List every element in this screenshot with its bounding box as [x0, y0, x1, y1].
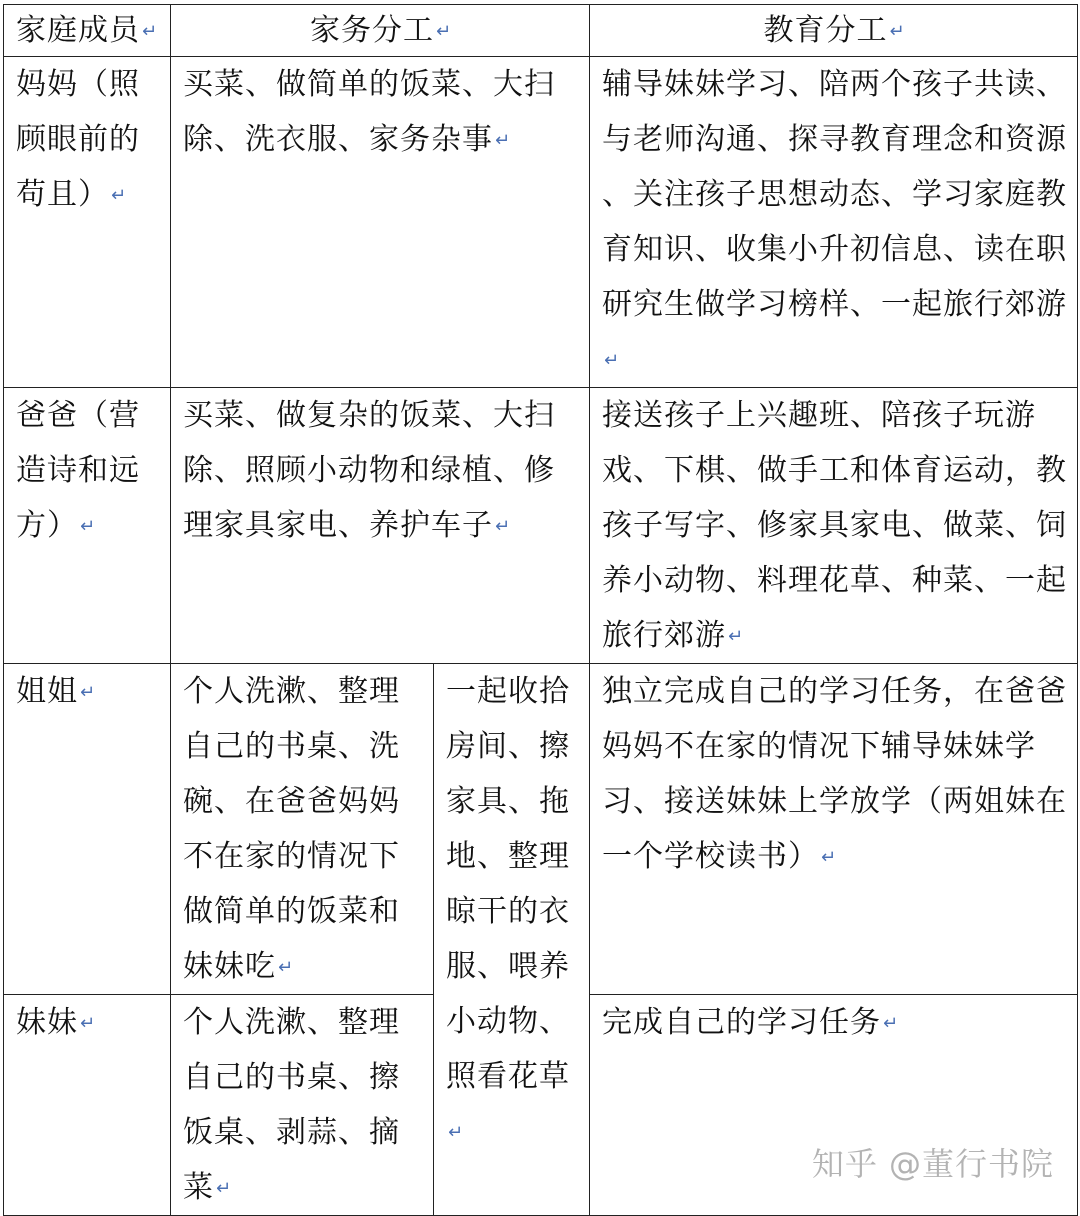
member-elder-sister: 姐姐 [16, 674, 78, 709]
header-housework-cell [171, 5, 590, 57]
table-row-elder-sister [4, 664, 1078, 995]
paragraph-mark-icon: ↵ [495, 516, 512, 537]
education-cell-mom [590, 57, 1078, 388]
housework-own-elder-sister: 个人洗漱、整理自己的书桌、洗碗、在爸爸妈妈不在家的情况下做简单的饭菜和妹妹吃 [183, 674, 400, 984]
shared-housework: 一起收拾房间、擦家具、拖地、整理晾干的衣服、喂养小动物、照看花草 [446, 674, 570, 1094]
header-housework: 家务分工 [309, 13, 434, 48]
member-cell-mom [4, 57, 171, 388]
housework-mom: 买菜、做简单的饭菜、大扫除、洗衣服、家务杂事 [183, 67, 555, 157]
paragraph-mark-icon: ↵ [80, 1013, 97, 1034]
header-education: 教育分工 [763, 13, 888, 48]
member-younger-sister: 妹妹 [16, 1005, 78, 1040]
education-cell-elder-sister [590, 664, 1078, 995]
member-dad: 爸爸（营造诗和远方） [16, 398, 140, 543]
paragraph-mark-icon: ↵ [883, 1013, 900, 1034]
housework-dad: 买菜、做复杂的饭菜、大扫除、照顾小动物和绿植、修理家具家电、养护车子 [183, 398, 555, 543]
paragraph-mark-icon: ↵ [278, 957, 295, 978]
header-row [4, 5, 1078, 57]
education-cell-dad [590, 388, 1078, 664]
paragraph-mark-icon: ↵ [111, 185, 128, 206]
paragraph-mark-icon: ↵ [142, 21, 159, 42]
header-member-cell [4, 5, 171, 57]
member-cell-elder-sister [4, 664, 171, 995]
housework-cell-dad [171, 388, 590, 664]
education-mom: 辅导妹妹学习、陪两个孩子共读、与老师沟通、探寻教育理念和资源 、关注孩子思想动态、学习家庭教育知识、收集小升初信息、读在职研究生做学习榜样、一起旅行郊游 [602, 67, 1067, 322]
paragraph-mark-icon: ↵ [80, 682, 97, 703]
member-cell-younger-sister [4, 995, 171, 1216]
header-member: 家庭成员 [16, 13, 140, 48]
table-row-dad [4, 388, 1078, 664]
member-mom: 妈妈（照顾眼前的苟且） [16, 67, 140, 212]
paragraph-mark-icon: ↵ [728, 626, 745, 647]
paragraph-mark-icon: ↵ [889, 21, 906, 42]
zhihu-watermark: 知乎 @董行书院 [811, 1145, 1054, 1183]
education-elder-sister: 独立完成自己的学习任务，在爸爸妈妈不在家的情况下辅导妹妹学习、接送妹妹上学放学（两姐妹在一个学校读书） [602, 674, 1067, 874]
family-division-table [3, 4, 1078, 1216]
table-row-mom [4, 57, 1078, 388]
shared-housework-cell [434, 664, 590, 1216]
paragraph-mark-icon: ↵ [216, 1178, 233, 1199]
education-younger-sister: 完成自己的学习任务 [602, 1005, 881, 1040]
housework-own-cell-elder-sister [171, 664, 434, 995]
housework-own-younger-sister: 个人洗漱、整理自己的书桌、擦饭桌、剥蒜、摘菜 [183, 1005, 400, 1205]
member-cell-dad [4, 388, 171, 664]
paragraph-mark-icon: ↵ [821, 847, 838, 868]
header-education-cell [590, 5, 1078, 57]
housework-own-cell-younger-sister [171, 995, 434, 1216]
education-dad: 接送孩子上兴趣班、陪孩子玩游戏、下棋、做手工和体育运动，教孩子写字、修家具家电、做菜、饲养小动物、料理花草、种菜、一起旅行郊游 [602, 398, 1067, 653]
paragraph-mark-icon: ↵ [495, 130, 512, 151]
paragraph-mark-icon: ↵ [80, 516, 97, 537]
paragraph-mark-icon: ↵ [448, 1122, 465, 1143]
housework-cell-mom [171, 57, 590, 388]
paragraph-mark-icon: ↵ [604, 350, 621, 371]
paragraph-mark-icon: ↵ [435, 21, 453, 42]
